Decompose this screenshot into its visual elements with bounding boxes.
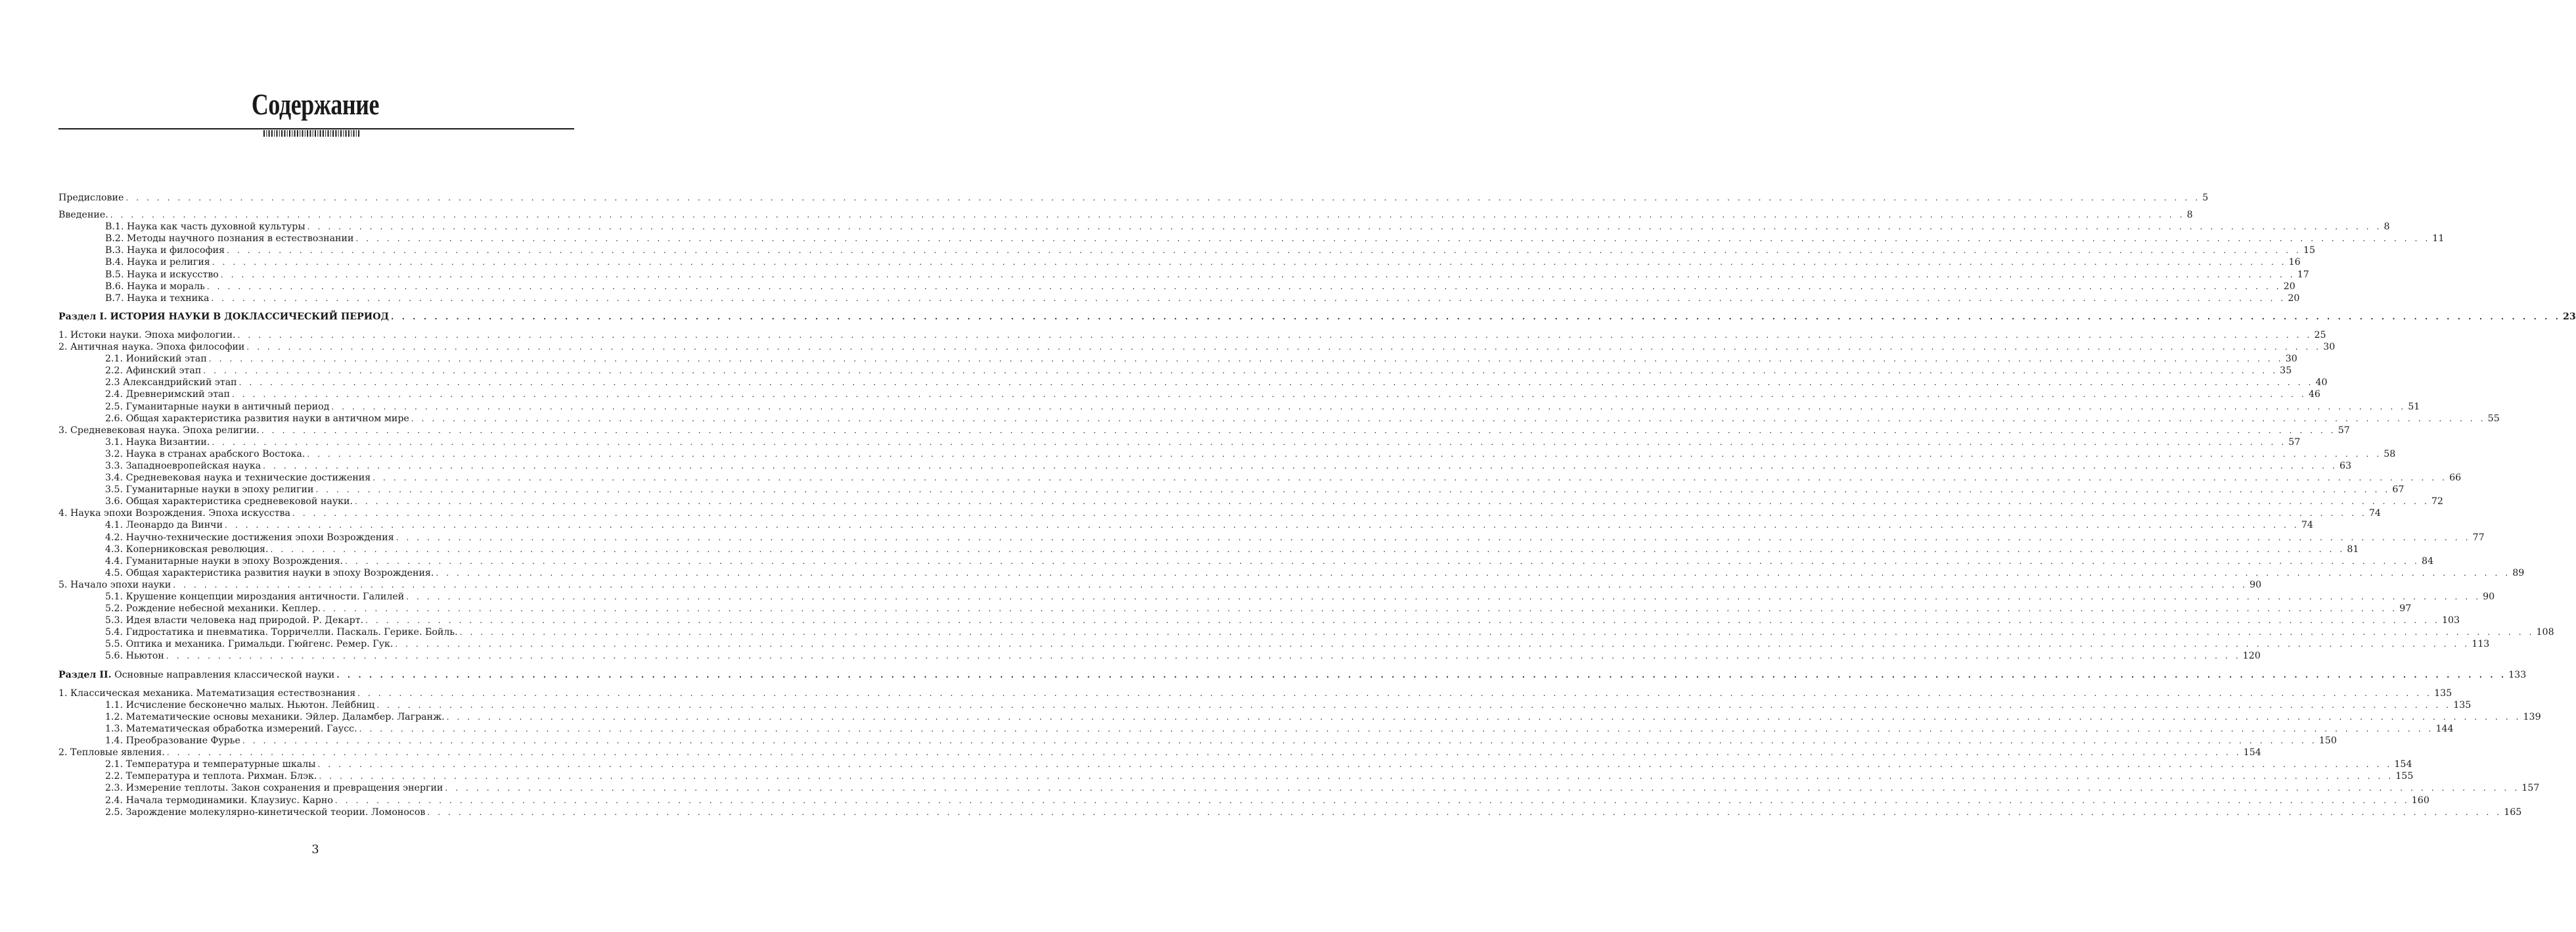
toc-entry-page: 90 xyxy=(2249,579,2262,590)
dot-leader: . . . . . . . . . . . . . . . . . . . . . . . . . . . . . . . . . . . . . . . . . . . . . . . . . . . . . . . . . . . . . . . . . . . . . . . . . . . . . . . . . . . . . . . . . . . . . . . . . . . . . . . . . . . . . . . . . . . . . . . . . . . . . . . . . . . . . . . . . . . . . . . . . . . . . . . . . . . . . . . . . . . . . . . . . . . . . . . . . . . . . . . . . . . . . . . . . . . . . . . . xyxy=(319,772,2394,781)
toc-subentry[interactable] xyxy=(58,436,2301,448)
toc-entry-page: 84 xyxy=(2421,555,2433,567)
toc-entry-label: 2.4. Древнеримский этап xyxy=(105,389,230,400)
toc-entry-page: 20 xyxy=(2288,292,2300,304)
toc-entry-label: 5.3. Идея власти человека над природой. Р. Декарт. xyxy=(105,615,364,626)
toc-entry-label: 2.3 Александрийский этап xyxy=(105,377,237,388)
toc-entry-page: 144 xyxy=(2435,723,2454,734)
dot-leader: . . . . . . . . . . . . . . . . . . . . . . . . . . . . . . . . . . . . . . . . . . . . . . . . . . . . . . . . . . . . . . . . . . . . . . . . . . . . . . . . . . . . . . . . . . . . . . . . . . . . . . . . . . . . . . . . . . . . . . . . . . . . . . . . . . . . . . . . . . . . . . . . . . . . . . . . . . . . . . . . . . . . . . . . . . . . . . . . . . . . . . . . . . . . . . . . . . . . . . . . xyxy=(334,795,2410,805)
toc-entry-page: 160 xyxy=(2411,795,2429,806)
toc-entry-page: 55 xyxy=(2487,413,2500,424)
toc-entry-label: 1.1. Исчисление бесконечно малых. Ньютон. Лейбниц xyxy=(105,699,375,711)
toc-entry-page: 89 xyxy=(2512,567,2525,578)
toc-entry-page: 16 xyxy=(2288,257,2301,268)
toc-entry-label: 3.5. Гуманитарные науки в эпоху религии xyxy=(105,484,314,496)
toc-entry-label: 3.6. Общая характеристика средневековой науки. xyxy=(105,496,353,507)
toc-section-entry[interactable] xyxy=(58,669,2527,681)
toc-entry-label: 3.4. Средневековая наука и технические достижения xyxy=(105,473,371,484)
toc-entry-page: 108 xyxy=(2536,627,2554,638)
dot-leader: . . . . . . . . . . . . . . . . . . . . . . . . . . . . . . . . . . . . . . . . . . . . . . . . . . . . . . . . . . . . . . . . . . . . . . . . . . . . . . . . . . . . . . . . . . . . . . . . . . . . . . . . . . . . . . . . . . . . . . . . . . . . . . . . . . . . . . . . . . . . . . . . . . . . . . . . . . . . . . . . . . . . . . . . . . . . . . . . . . . . . . . . . . . . . . . . . . . . . . . . xyxy=(373,473,2448,483)
dot-leader: . . . . . . . . . . . . . . . . . . . . . . . . . . . . . . . . . . . . . . . . . . . . . . . . . . . . . . . . . . . . . . . . . . . . . . . . . . . . . . . . . . . . . . . . . . . . . . . . . . . . . . . . . . . . . . . . . . . . . . . . . . . . . . . . . . . . . . . . . . . . . . . . . . . . . . . . . . . . . . . . . . . . . . . . . . . . . . . . . . . . . . . . . . . . . . . . . . . . . . . . xyxy=(208,354,2284,364)
toc-entry-page: 72 xyxy=(2431,496,2443,507)
toc-entry-page: 74 xyxy=(2368,508,2381,519)
toc-subentry[interactable] xyxy=(58,484,2405,496)
toc-subentry[interactable] xyxy=(58,245,2316,256)
toc-entry-label: 3. Средневековая наука. Эпоха религии. xyxy=(58,425,260,436)
toc-entry-label: 2.2. Температура и теплота. Рихман. Блэк. xyxy=(105,771,317,782)
toc-entry-label: Предисловие xyxy=(58,193,124,203)
toc-entry-label: 1. Истоки науки. Эпоха мифологии. xyxy=(58,329,236,340)
toc-subentry[interactable] xyxy=(58,591,2495,603)
toc-entry-label: 2.4. Начала термодинамики. Клаузиус. Карно xyxy=(105,795,333,806)
dot-leader: . . . . . . . . . . . . . . . . . . . . . . . . . . . . . . . . . . . . . . . . . . . . . . . . . . . . . . . . . . . . . . . . . . . . . . . . . . . . . . . . . . . . . . . . . . . . . . . . . . . . . . . . . . . . . . . . . . . . . . . . . . . . . . . . . . . . . . . . . . . . . . . . . . . . . . . . . . . . . . . . . . . . . . . . . . . . . . . . . . . . . . . . . . . . . . . . . . . . . . . . xyxy=(270,544,2345,554)
dot-leader: . . . . . . . . . . . . . . . . . . . . . . . . . . . . . . . . . . . . . . . . . . . . . . . . . . . . . . . . . . . . . . . . . . . . . . . . . . . . . . . . . . . . . . . . . . . . . . . . . . . . . . . . . . . . . . . . . . . . . . . . . . . . . . . . . . . . . . . . . . . . . . . . . . . . . . . . . . . . . . . . . . . . . . . . . . . . . . . . . . . . . . . . . . . . . . . . . . . . . . . . xyxy=(242,736,2317,746)
decorative-tick-ornament xyxy=(263,130,369,137)
toc-entry-label: 5. Начало эпохи науки xyxy=(58,579,171,590)
toc-entry-page: 8 xyxy=(2384,221,2390,233)
toc-entry-label: 1.4. Преобразование Фурье xyxy=(105,735,240,747)
toc-entry-page: 51 xyxy=(2408,401,2420,412)
dot-leader: . . . . . . . . . . . . . . . . . . . . . . . . . . . . . . . . . . . . . . . . . . . . . . . . . . . . . . . . . . . . . . . . . . . . . . . . . . . . . . . . . . . . . . . . . . . . . . . . . . . . . . . . . . . . . . . . . . . . . . . . . . . . . . . . . . . . . . . . . . . . . . . . . . . . . . . . . . . . . . . . . . . . . . . . . . . . . . . . . . . . . . . . . . . . . . . . . . . . . . . . xyxy=(231,390,2307,400)
dot-leader: . . . . . . . . . . . . . . . . . . . . . . . . . . . . . . . . . . . . . . . . . . . . . . . . . . . . . . . . . . . . . . . . . . . . . . . . . . . . . . . . . . . . . . . . . . . . . . . . . . . . . . . . . . . . . . . . . . . . . . . . . . . . . . . . . . . . . . . . . . . . . . . . . . . . . . . . . . . . . . . . . . . . . . . . . . . . . . . . . . . . . . . . . . . . . . . . . . . . . . . . xyxy=(345,556,2420,566)
dot-leader: . . . . . . . . . . . . . . . . . . . . . . . . . . . . . . . . . . . . . . . . . . . . . . . . . . . . . . . . . . . . . . . . . . . . . . . . . . . . . . . . . . . . . . . . . . . . . . . . . . . . . . . . . . . . . . . . . . . . . . . . . . . . . . . . . . . . . . . . . . . . . . . . . . . . . . . . . . . . . . . . . . . . . . . . . . . . . . . . . . . . . . . . . . . . . . . . . . . . . . . . xyxy=(395,532,2471,542)
dot-leader: . . . . . . . . . . . . . . . . . . . . . . . . . . . . . . . . . . . . . . . . . . . . . . . . . . . . . . . . . . . . . . . . . . . . . . . . . . . . . . . . . . . . . . . . . . . . . . . . . . . . . . . . . . . . . . . . . . . . . . . . . . . . . . . . . . . . . . . . . . . . . . . . . . . . . . . . . . . . . . . . . . . . . . . . . . . . . . . . . . . . . . . . . . . . . . . . . . . . . . . . xyxy=(206,281,2282,291)
page-number: 3 xyxy=(311,843,319,856)
dot-leader: . . . . . . . . . . . . . . . . . . . . . . . . . . . . . . . . . . . . . . . . . . . . . . . . . . . . . . . . . . . . . . . . . . . . . . . . . . . . . . . . . . . . . . . . . . . . . . . . . . . . . . . . . . . . . . . . . . . . . . . . . . . . . . . . . . . . . . . . . . . . . . . . . . . . . . . . . . . . . . . . . . . . . . . . . . . . . . . . . . . . . . . . . . . . . . . . . . . . . . . . xyxy=(436,568,2511,578)
toc-entry-page: 20 xyxy=(2283,281,2295,292)
dot-leader: . . . . . . . . . . . . . . . . . . . . . . . . . . . . . . . . . . . . . . . . . . . . . . . . . . . . . . . . . . . . . . . . . . . . . . . . . . . . . . . . . . . . . . . . . . . . . . . . . . . . . . . . . . . . . . . . . . . . . . . . . . . . . . . . . . . . . . . . . . . . . . . . . . . . . . . . . . . . . . . . . . . . . . . . . . . . . . . . . . . . . . . . . . . . . . . . . . . . . . . . xyxy=(459,628,2535,638)
toc-subentry[interactable] xyxy=(58,758,2412,770)
dot-leader: . . . . . . . . . . . . . . . . . . . . . . . . . . . . . . . . . . . . . . . . . . . . . . . . . . . . . . . . . . . . . . . . . . . . . . . . . . . . . . . . . . . . . . . . . . . . . . . . . . . . . . . . . . . . . . . . . . . . . . . . . . . . . . . . . . . . . . . . . . . . . . . . . . . . . . . . . . . . . . . . . . . . . . . . . . . . . . . . . . . . . . . . . . . . . . . . . . . . . . . . xyxy=(225,521,2299,530)
toc-entry-label: 4.4. Гуманитарные науки в эпоху Возрождения. xyxy=(105,555,344,567)
toc-entry-label: 2.5. Гуманитарные науки в античный период xyxy=(105,401,330,412)
toc-entry-page: 35 xyxy=(2280,365,2292,377)
dot-leader: . . . . . . . . . . . . . . . . . . . . . . . . . . . . . . . . . . . . . . . . . . . . . . . . . . . . . . . . . . . . . . . . . . . . . . . . . . . . . . . . . . . . . . . . . . . . . . . . . . . . . . . . . . . . . . . . . . . . . . . . . . . . . . . . . . . . . . . . . . . . . . . . . . . . . . . . . . . . . . . . . . . . . . . . . . . . . . . . . . . . . . . . . . . . . . . . . . . . . . . . xyxy=(355,234,2431,244)
toc-entry-page: 133 xyxy=(2508,669,2527,680)
toc-entry-page: 90 xyxy=(2483,592,2495,602)
toc-entry-page: 135 xyxy=(2453,699,2472,711)
toc-subentry[interactable] xyxy=(58,365,2292,377)
toc-entry-label: 5.4. Гидростатика и пневматика. Торричелли. Паскаль. Герике. Бойль. xyxy=(105,627,458,638)
toc-section-entry[interactable] xyxy=(58,311,2576,323)
toc-entry-label: 2.1. Ионийский этап xyxy=(105,354,207,365)
toc-entry-page: 11 xyxy=(2432,233,2445,245)
dot-leader: . . . . . . . . . . . . . . . . . . . . . . . . . . . . . . . . . . . . . . . . . . . . . . . . . . . . . . . . . . . . . . . . . . . . . . . . . . . . . . . . . . . . . . . . . . . . . . . . . . . . . . . . . . . . . . . . . . . . . . . . . . . . . . . . . . . . . . . . . . . . . . . . . . . . . . . . . . . . . . . . . . . . . . . . . . . . . . . . . . . . . . . . . . . . . . . . . . . . . . . . xyxy=(406,592,2481,601)
toc-entry-label: В.4. Наука и религия xyxy=(105,257,210,268)
toc-entry-page: 23 xyxy=(2562,311,2576,322)
toc-entry-label: 5.6. Ньютон xyxy=(105,651,164,662)
toc-entry-page: 67 xyxy=(2392,484,2405,496)
toc-entry-label: 4.3. Коперниковская революция. xyxy=(105,544,269,555)
toc-subentry[interactable] xyxy=(58,353,2297,365)
toc-entry-label: 5.5. Оптика и механика. Гримальди. Гюйгенс. Ремер. Гук. xyxy=(105,639,394,650)
toc-subentry[interactable] xyxy=(58,401,2420,413)
toc-entry-page: 25 xyxy=(2314,329,2326,340)
toc-entry-page: 81 xyxy=(2347,544,2359,555)
toc-entry-page: 57 xyxy=(2288,436,2301,448)
dot-leader: . . . . . . . . . . . . . . . . . . . . . . . . . . . . . . . . . . . . . . . . . . . . . . . . . . . . . . . . . . . . . . . . . . . . . . . . . . . . . . . . . . . . . . . . . . . . . . . . . . . . . . . . . . . . . . . . . . . . . . . . . . . . . . . . . . . . . . . . . . . . . . . . . . . . . . . . . . . . . . . . . . . . . . . . . . . . . . . . . . . . . . . . . . . . . . . . . . . . . . . . xyxy=(173,580,2248,590)
toc-entry-page: 150 xyxy=(2318,735,2337,747)
toc-subentry[interactable] xyxy=(58,626,2554,638)
dot-leader: . . . . . . . . . . . . . . . . . . . . . . . . . . . . . . . . . . . . . . . . . . . . . . . . . . . . . . . . . . . . . . . . . . . . . . . . . . . . . . . . . . . . . . . . . . . . . . . . . . . . . . . . . . . . . . . . . . . . . . . . . . . . . . . . . . . . . . . . . . . . . . . . . . . . . . . . . . . . . . . . . . . . . . . . . . . . . . . . . . . . . . . . . . . . . . . . . . . . . . . . xyxy=(359,724,2434,734)
dot-leader: . . . . . . . . . . . . . . . . . . . . . . . . . . . . . . . . . . . . . . . . . . . . . . . . . . . . . . . . . . . . . . . . . . . . . . . . . . . . . . . . . . . . . . . . . . . . . . . . . . . . . . . . . . . . . . . . . . . . . . . . . . . . . . . . . . . . . . . . . . . . . . . . . . . . . . . . . . . . . . . . . . . . . . . . . . . . . . . . . . . . . . . . . . . . . . . . . . . . . . . . xyxy=(166,651,2241,661)
toc-entry-page: 40 xyxy=(2315,377,2328,388)
toc-entry-page: 155 xyxy=(2395,771,2414,782)
toc-subentry[interactable] xyxy=(58,448,2396,460)
toc-entry-label: 2.2. Афинский этап xyxy=(105,365,202,377)
toc-entry-label: Введение. xyxy=(58,210,108,221)
dot-leader: . . . . . . . . . . . . . . . . . . . . . . . . . . . . . . . . . . . . . . . . . . . . . . . . . . . . . . . . . . . . . . . . . . . . . . . . . . . . . . . . . . . . . . . . . . . . . . . . . . . . . . . . . . . . . . . . . . . . . . . . . . . . . . . . . . . . . . . . . . . . . . . . . . . . . . . . . . . . . . . . . . . . . . . . . . . . . . . . . . . . . . . . . . . . . . . . . . . . . . . . xyxy=(125,193,2201,202)
dot-leader: . . . . . . . . . . . . . . . . . . . . . . . . . . . . . . . . . . . . . . . . . . . . . . . . . . . . . . . . . . . . . . . . . . . . . . . . . . . . . . . . . . . . . . . . . . . . . . . . . . . . . . . . . . . . . . . . . . . . . . . . . . . . . . . . . . . . . . . . . . . . . . . . . . . . . . . . . . . . . . . . . . . . . . . . . . . . . . . . . . . . . . . . . . . . . . . . . . . . . . . . xyxy=(323,604,2398,614)
toc-entry-label: 3.2. Наука в странах арабского Востока. xyxy=(105,448,305,459)
section-title: Основные направления классической науки xyxy=(114,669,335,680)
toc-entry-page: 5 xyxy=(2202,193,2209,203)
toc-spacer xyxy=(58,323,573,329)
toc-entry-page: 15 xyxy=(2303,245,2316,256)
toc-subentry[interactable] xyxy=(58,567,2525,579)
toc-entry-label: 2.5. Зарождение молекулярно-кинетической теории. Ломоносов xyxy=(105,806,426,818)
toc-entry-label: 3.1. Наука Византии. xyxy=(105,436,210,448)
toc-subentry[interactable] xyxy=(58,650,2261,662)
toc-entry-label: 4.2. Научно-технические достижения эпохи Возрождения xyxy=(105,532,394,543)
dot-leader: . . . . . . . . . . . . . . . . . . . . . . . . . . . . . . . . . . . . . . . . . . . . . . . . . . . . . . . . . . . . . . . . . . . . . . . . . . . . . . . . . . . . . . . . . . . . . . . . . . . . . . . . . . . . . . . . . . . . . . . . . . . . . . . . . . . . . . . . . . . . . . . . . . . . . . . . . . . . . . . . . . . . . . . . . . . . . . . . . . . . . . . . . . . . . . . . . . . . . . . . xyxy=(220,269,2295,279)
toc-entry-page: 103 xyxy=(2441,615,2460,626)
dot-leader: . . . . . . . . . . . . . . . . . . . . . . . . . . . . . . . . . . . . . . . . . . . . . . . . . . . . . . . . . . . . . . . . . . . . . . . . . . . . . . . . . . . . . . . . . . . . . . . . . . . . . . . . . . . . . . . . . . . . . . . . . . . . . . . . . . . . . . . . . . . . . . . . . . . . . . . . . . . . . . . . . . . . . . . . . . . . . . . . . . . . . . . . . . . . . . . . . . . . . . . . xyxy=(391,312,2561,321)
dot-leader: . . . . . . . . . . . . . . . . . . . . . . . . . . . . . . . . . . . . . . . . . . . . . . . . . . . . . . . . . . . . . . . . . . . . . . . . . . . . . . . . . . . . . . . . . . . . . . . . . . . . . . . . . . . . . . . . . . . . . . . . . . . . . . . . . . . . . . . . . . . . . . . . . . . . . . . . . . . . . . . . . . . . . . . . . . . . . . . . . . . . . . . . . . . . . . . . . . . . . . . . xyxy=(446,712,2521,722)
toc-subentry[interactable] xyxy=(58,269,2309,281)
dot-leader: . . . . . . . . . . . . . . . . . . . . . . . . . . . . . . . . . . . . . . . . . . . . . . . . . . . . . . . . . . . . . . . . . . . . . . . . . . . . . . . . . . . . . . . . . . . . . . . . . . . . . . . . . . . . . . . . . . . . . . . . . . . . . . . . . . . . . . . . . . . . . . . . . . . . . . . . . . . . . . . . . . . . . . . . . . . . . . . . . . . . . . . . . . . . . . . . . . . . . . . . xyxy=(212,437,2287,447)
toc-subentry[interactable] xyxy=(58,233,2445,245)
dot-leader: . . . . . . . . . . . . . . . . . . . . . . . . . . . . . . . . . . . . . . . . . . . . . . . . . . . . . . . . . . . . . . . . . . . . . . . . . . . . . . . . . . . . . . . . . . . . . . . . . . . . . . . . . . . . . . . . . . . . . . . . . . . . . . . . . . . . . . . . . . . . . . . . . . . . . . . . . . . . . . . . . . . . . . . . . . . . . . . . . . . . . . . . . . . . . . . . . . . . . . . . xyxy=(292,509,2367,519)
dot-leader: . . . . . . . . . . . . . . . . . . . . . . . . . . . . . . . . . . . . . . . . . . . . . . . . . . . . . . . . . . . . . . . . . . . . . . . . . . . . . . . . . . . . . . . . . . . . . . . . . . . . . . . . . . . . . . . . . . . . . . . . . . . . . . . . . . . . . . . . . . . . . . . . . . . . . . . . . . . . . . . . . . . . . . . . . . . . . . . . . . . . . . . . . . . . . . . . . . . . . . . . xyxy=(357,688,2433,698)
dot-leader: . . . . . . . . . . . . . . . . . . . . . . . . . . . . . . . . . . . . . . . . . . . . . . . . . . . . . . . . . . . . . . . . . . . . . . . . . . . . . . . . . . . . . . . . . . . . . . . . . . . . . . . . . . . . . . . . . . . . . . . . . . . . . . . . . . . . . . . . . . . . . . . . . . . . . . . . . . . . . . . . . . . . . . . . . . . . . . . . . . . . . . . . . . . . . . . . . . . . . . . . xyxy=(261,425,2336,435)
toc-spacer xyxy=(58,304,573,311)
toc-entry-label: 2. Тепловые явления. xyxy=(58,747,165,758)
toc-subentry[interactable] xyxy=(58,723,2454,735)
toc-entry[interactable] xyxy=(58,329,2326,341)
toc-entry-page: 154 xyxy=(2243,747,2261,758)
toc-subentry[interactable] xyxy=(58,699,2472,711)
dot-leader: . . . . . . . . . . . . . . . . . . . . . . . . . . . . . . . . . . . . . . . . . . . . . . . . . . . . . . . . . . . . . . . . . . . . . . . . . . . . . . . . . . . . . . . . . . . . . . . . . . . . . . . . . . . . . . . . . . . . . . . . . . . . . . . . . . . . . . . . . . . . . . . . . . . . . . . . . . . . . . . . . . . . . . . . . . . . . . . . . . . . . . . . . . . . . . . . . . . . . . . . xyxy=(411,413,2486,423)
toc-subentry[interactable] xyxy=(58,388,2320,400)
toc-spacer xyxy=(58,681,573,687)
toc-entry-label: В.6. Наука и мораль xyxy=(105,281,205,292)
toc-entry-page: 30 xyxy=(2323,342,2336,353)
toc-subentry[interactable] xyxy=(58,782,2540,794)
toc-entry-page: 77 xyxy=(2472,532,2485,543)
toc-entry-label: 1. Классическая механика. Математизация естествознания xyxy=(58,687,356,699)
toc-entry-label: В.5. Наука и искусство xyxy=(105,269,219,280)
toc-subentry[interactable] xyxy=(58,806,2522,818)
toc-entry-page: 97 xyxy=(2399,603,2412,615)
toc-entry-label: В.2. Методы научного познания в естествознании xyxy=(105,233,354,245)
toc-entry-label: В.7. Наука и техника xyxy=(105,292,210,304)
dot-leader: . . . . . . . . . . . . . . . . . . . . . . . . . . . . . . . . . . . . . . . . . . . . . . . . . . . . . . . . . . . . . . . . . . . . . . . . . . . . . . . . . . . . . . . . . . . . . . . . . . . . . . . . . . . . . . . . . . . . . . . . . . . . . . . . . . . . . . . . . . . . . . . . . . . . . . . . . . . . . . . . . . . . . . . . . . . . . . . . . . . . . . . . . . . . . . . . . . . . . . . . xyxy=(203,366,2278,376)
dot-leader: . . . . . . . . . . . . . . . . . . . . . . . . . . . . . . . . . . . . . . . . . . . . . . . . . . . . . . . . . . . . . . . . . . . . . . . . . . . . . . . . . . . . . . . . . . . . . . . . . . . . . . . . . . . . . . . . . . . . . . . . . . . . . . . . . . . . . . . . . . . . . . . . . . . . . . . . . . . . . . . . . . . . . . . . . . . . . . . . . . . . . . . . . . . . . . . . . . . . . . . . xyxy=(237,330,2313,340)
toc-subentry[interactable] xyxy=(58,281,2295,292)
toc-subentry[interactable] xyxy=(58,460,2352,472)
section-prefix: Раздел II. xyxy=(58,669,112,680)
toc-entry-page: 46 xyxy=(2308,389,2320,400)
dot-leader: . . . . . . . . . . . . . . . . . . . . . . . . . . . . . . . . . . . . . . . . . . . . . . . . . . . . . . . . . . . . . . . . . . . . . . . . . . . . . . . . . . . . . . . . . . . . . . . . . . . . . . . . . . . . . . . . . . . . . . . . . . . . . . . . . . . . . . . . . . . . . . . . . . . . . . . . . . . . . . . . . . . . . . . . . . . . . . . . . . . . . . . . . . . . . . . . . . . . . . . . xyxy=(227,246,2301,256)
table-of-contents xyxy=(58,192,2576,818)
toc-entry-label: 1.3. Математическая обработка измерений. Гаусс. xyxy=(105,723,357,734)
toc-subentry[interactable] xyxy=(58,377,2328,388)
toc-entry-page: 30 xyxy=(2285,354,2297,365)
dot-leader: . . . . . . . . . . . . . . . . . . . . . . . . . . . . . . . . . . . . . . . . . . . . . . . . . . . . . . . . . . . . . . . . . . . . . . . . . . . . . . . . . . . . . . . . . . . . . . . . . . . . . . . . . . . . . . . . . . . . . . . . . . . . . . . . . . . . . . . . . . . . . . . . . . . . . . . . . . . . . . . . . . . . . . . . . . . . . . . . . . . . . . . . . . . . . . . . . . . . . . . . xyxy=(307,449,2382,459)
dot-leader: . . . . . . . . . . . . . . . . . . . . . . . . . . . . . . . . . . . . . . . . . . . . . . . . . . . . . . . . . . . . . . . . . . . . . . . . . . . . . . . . . . . . . . . . . . . . . . . . . . . . . . . . . . . . . . . . . . . . . . . . . . . . . . . . . . . . . . . . . . . . . . . . . . . . . . . . . . . . . . . . . . . . . . . . . . . . . . . . . . . . . . . . . . . . . . . . . . . . . . . . xyxy=(317,760,2393,770)
toc-entry-label: 4. Наука эпохи Возрождения. Эпоха искусства xyxy=(58,508,290,519)
toc-subentry[interactable] xyxy=(58,544,2359,555)
toc-entry[interactable] xyxy=(58,579,2262,591)
title-rule xyxy=(58,128,574,129)
toc-spacer xyxy=(58,204,573,209)
toc-entry-label: 2. Античная наука. Эпоха философии xyxy=(58,342,245,353)
toc-subentry[interactable] xyxy=(58,603,2412,615)
dot-leader: . . . . . . . . . . . . . . . . . . . . . . . . . . . . . . . . . . . . . . . . . . . . . . . . . . . . . . . . . . . . . . . . . . . . . . . . . . . . . . . . . . . . . . . . . . . . . . . . . . . . . . . . . . . . . . . . . . . . . . . . . . . . . . . . . . . . . . . . . . . . . . . . . . . . . . . . . . . . . . . . . . . . . . . . . . . . . . . . . . . . . . . . . . . . . . . . . . . . . . . . xyxy=(110,210,2185,220)
toc-entry[interactable] xyxy=(58,507,2381,519)
toc-subentry[interactable] xyxy=(58,711,2541,723)
toc-subentry[interactable] xyxy=(58,770,2414,782)
toc-spacer xyxy=(58,663,573,669)
toc-entry-page: 157 xyxy=(2521,783,2540,794)
toc-entry-label: 2.6. Общая характеристика развития науки в античном мире xyxy=(105,413,409,424)
toc-entry-page: 63 xyxy=(2339,460,2352,471)
toc-subentry[interactable] xyxy=(58,795,2429,806)
section-title: ИСТОРИЯ НАУКИ В ДОКЛАССИЧЕСКИЙ ПЕРИОД xyxy=(110,311,390,322)
dot-leader: . . . . . . . . . . . . . . . . . . . . . . . . . . . . . . . . . . . . . . . . . . . . . . . . . . . . . . . . . . . . . . . . . . . . . . . . . . . . . . . . . . . . . . . . . . . . . . . . . . . . . . . . . . . . . . . . . . . . . . . . . . . . . . . . . . . . . . . . . . . . . . . . . . . . . . . . . . . . . . . . . . . . . . . . . . . . . . . . . . . . . . . . . . . . . . . . . . . . . . . . xyxy=(238,378,2314,388)
toc-entry-page: 139 xyxy=(2523,711,2541,722)
toc-entry-label xyxy=(58,669,334,681)
toc-entry-page: 165 xyxy=(2504,806,2522,818)
toc-subentry[interactable] xyxy=(58,413,2500,425)
dot-leader: . . . . . . . . . . . . . . . . . . . . . . . . . . . . . . . . . . . . . . . . . . . . . . . . . . . . . . . . . . . . . . . . . . . . . . . . . . . . . . . . . . . . . . . . . . . . . . . . . . . . . . . . . . . . . . . . . . . . . . . . . . . . . . . . . . . . . . . . . . . . . . . . . . . . . . . . . . . . . . . . . . . . . . . . . . . . . . . . . . . . . . . . . . . . . . . . . . . . . . . . xyxy=(212,258,2287,268)
toc-entry-label: 2.3. Измерение теплоты. Закон сохранения и превращения энергии xyxy=(105,783,443,794)
toc-entry-page: 154 xyxy=(2394,759,2412,770)
page-title: Содержание xyxy=(251,87,380,121)
dot-leader: . . . . . . . . . . . . . . . . . . . . . . . . . . . . . . . . . . . . . . . . . . . . . . . . . . . . . . . . . . . . . . . . . . . . . . . . . . . . . . . . . . . . . . . . . . . . . . . . . . . . . . . . . . . . . . . . . . . . . . . . . . . . . . . . . . . . . . . . . . . . . . . . . . . . . . . . . . . . . . . . . . . . . . . . . . . . . . . . . . . . . . . . . . . . . . . . . . . . . . . . xyxy=(445,783,2520,793)
toc-entry[interactable] xyxy=(58,192,2209,204)
toc-entry-page: 58 xyxy=(2384,448,2396,459)
toc-subentry[interactable] xyxy=(58,735,2337,747)
toc-entry-label xyxy=(58,311,389,323)
dot-leader: . . . . . . . . . . . . . . . . . . . . . . . . . . . . . . . . . . . . . . . . . . . . . . . . . . . . . . . . . . . . . . . . . . . . . . . . . . . . . . . . . . . . . . . . . . . . . . . . . . . . . . . . . . . . . . . . . . . . . . . . . . . . . . . . . . . . . . . . . . . . . . . . . . . . . . . . . . . . . . . . . . . . . . . . . . . . . . . . . . . . . . . . . . . . . . . . . . . . . . . . xyxy=(211,293,2286,303)
toc-entry-label: 4.5. Общая характеристика развития науки в эпоху Возрождения. xyxy=(105,567,434,578)
toc-entry-page: 74 xyxy=(2301,520,2313,531)
dot-leader: . . . . . . . . . . . . . . . . . . . . . . . . . . . . . . . . . . . . . . . . . . . . . . . . . . . . . . . . . . . . . . . . . . . . . . . . . . . . . . . . . . . . . . . . . . . . . . . . . . . . . . . . . . . . . . . . . . . . . . . . . . . . . . . . . . . . . . . . . . . . . . . . . . . . . . . . . . . . . . . . . . . . . . . . . . . . . . . . . . . . . . . . . . . . . . . . . . . . . . . . xyxy=(166,748,2242,758)
toc-entry-label: В.3. Наука и философия xyxy=(105,245,225,256)
toc-subentry[interactable] xyxy=(58,472,2462,484)
toc-entry-label: В.1. Наука как часть духовной культуры xyxy=(105,221,305,233)
dot-leader: . . . . . . . . . . . . . . . . . . . . . . . . . . . . . . . . . . . . . . . . . . . . . . . . . . . . . . . . . . . . . . . . . . . . . . . . . . . . . . . . . . . . . . . . . . . . . . . . . . . . . . . . . . . . . . . . . . . . . . . . . . . . . . . . . . . . . . . . . . . . . . . . . . . . . . . . . . . . . . . . . . . . . . . . . . . . . . . . . . . . . . . . . . . . . . . . . . . . . . . . xyxy=(246,342,2322,352)
toc-subentry[interactable] xyxy=(58,221,2390,233)
dot-leader: . . . . . . . . . . . . . . . . . . . . . . . . . . . . . . . . . . . . . . . . . . . . . . . . . . . . . . . . . . . . . . . . . . . . . . . . . . . . . . . . . . . . . . . . . . . . . . . . . . . . . . . . . . . . . . . . . . . . . . . . . . . . . . . . . . . . . . . . . . . . . . . . . . . . . . . . . . . . . . . . . . . . . . . . . . . . . . . . . . . . . . . . . . . . . . . . . . . . . . . . xyxy=(365,616,2440,626)
toc-entry[interactable] xyxy=(58,687,2452,699)
toc-subentry[interactable] xyxy=(58,519,2313,531)
toc-entry[interactable] xyxy=(58,425,2350,436)
toc-subentry[interactable] xyxy=(58,496,2443,507)
dot-leader: . . . . . . . . . . . . . . . . . . . . . . . . . . . . . . . . . . . . . . . . . . . . . . . . . . . . . . . . . . . . . . . . . . . . . . . . . . . . . . . . . . . . . . . . . . . . . . . . . . . . . . . . . . . . . . . . . . . . . . . . . . . . . . . . . . . . . . . . . . . . . . . . . . . . . . . . . . . . . . . . . . . . . . . . . . . . . . . . . . . . . . . . . . . . . . . . . . . . . . . . xyxy=(331,402,2407,411)
toc-entry[interactable] xyxy=(58,209,2193,221)
toc-entry-label: 5.2. Рождение небесной механики. Кеплер. xyxy=(105,603,321,615)
dot-leader: . . . . . . . . . . . . . . . . . . . . . . . . . . . . . . . . . . . . . . . . . . . . . . . . . . . . . . . . . . . . . . . . . . . . . . . . . . . . . . . . . . . . . . . . . . . . . . . . . . . . . . . . . . . . . . . . . . . . . . . . . . . . . . . . . . . . . . . . . . . . . . . . . . . . . . . . . . . . . . . . . . . . . . . . . . . . . . . . . . . . . . . . . . . . . . . . . . . . . . . . xyxy=(355,497,2429,507)
toc-entry-page: 66 xyxy=(2449,473,2462,484)
toc-entry-page: 113 xyxy=(2472,639,2490,650)
toc-subentry[interactable] xyxy=(58,555,2433,567)
dot-leader: . . . . . . . . . . . . . . . . . . . . . . . . . . . . . . . . . . . . . . . . . . . . . . . . . . . . . . . . . . . . . . . . . . . . . . . . . . . . . . . . . . . . . . . . . . . . . . . . . . . . . . . . . . . . . . . . . . . . . . . . . . . . . . . . . . . . . . . . . . . . . . . . . . . . . . . . . . . . . . . . . . . . . . . . . . . . . . . . . . . . . . . . . . . . . . . . . . . . . . . . xyxy=(307,222,2382,232)
toc-entry-page: 120 xyxy=(2242,651,2261,662)
toc-subentry[interactable] xyxy=(58,256,2301,268)
toc-entry-label: 3.3. Западноевропейская наука xyxy=(105,460,261,471)
toc-entry[interactable] xyxy=(58,747,2261,758)
dot-leader: . . . . . . . . . . . . . . . . . . . . . . . . . . . . . . . . . . . . . . . . . . . . . . . . . . . . . . . . . . . . . . . . . . . . . . . . . . . . . . . . . . . . . . . . . . . . . . . . . . . . . . . . . . . . . . . . . . . . . . . . . . . . . . . . . . . . . . . . . . . . . . . . . . . . . . . . . . . . . . . . . . . . . . . . . . . . . . . . . . . . . . . . . . . . . . . . . . . . . . . . xyxy=(336,670,2507,680)
dot-leader: . . . . . . . . . . . . . . . . . . . . . . . . . . . . . . . . . . . . . . . . . . . . . . . . . . . . . . . . . . . . . . . . . . . . . . . . . . . . . . . . . . . . . . . . . . . . . . . . . . . . . . . . . . . . . . . . . . . . . . . . . . . . . . . . . . . . . . . . . . . . . . . . . . . . . . . . . . . . . . . . . . . . . . . . . . . . . . . . . . . . . . . . . . . . . . . . . . . . . . . . xyxy=(395,640,2470,649)
toc-entry-page: 57 xyxy=(2338,425,2350,436)
dot-leader: . . . . . . . . . . . . . . . . . . . . . . . . . . . . . . . . . . . . . . . . . . . . . . . . . . . . . . . . . . . . . . . . . . . . . . . . . . . . . . . . . . . . . . . . . . . . . . . . . . . . . . . . . . . . . . . . . . . . . . . . . . . . . . . . . . . . . . . . . . . . . . . . . . . . . . . . . . . . . . . . . . . . . . . . . . . . . . . . . . . . . . . . . . . . . . . . . . . . . . . . xyxy=(427,807,2502,817)
toc-entry-label: 1.2. Математические основы механики. Эйлер. Даламбер. Лагранж. xyxy=(105,711,445,722)
toc-subentry[interactable] xyxy=(58,638,2490,650)
toc-entry-page: 135 xyxy=(2434,687,2452,699)
toc-entry-page: 8 xyxy=(2186,210,2193,221)
dot-leader: . . . . . . . . . . . . . . . . . . . . . . . . . . . . . . . . . . . . . . . . . . . . . . . . . . . . . . . . . . . . . . . . . . . . . . . . . . . . . . . . . . . . . . . . . . . . . . . . . . . . . . . . . . . . . . . . . . . . . . . . . . . . . . . . . . . . . . . . . . . . . . . . . . . . . . . . . . . . . . . . . . . . . . . . . . . . . . . . . . . . . . . . . . . . . . . . . . . . . . . . xyxy=(263,461,2338,471)
dot-leader: . . . . . . . . . . . . . . . . . . . . . . . . . . . . . . . . . . . . . . . . . . . . . . . . . . . . . . . . . . . . . . . . . . . . . . . . . . . . . . . . . . . . . . . . . . . . . . . . . . . . . . . . . . . . . . . . . . . . . . . . . . . . . . . . . . . . . . . . . . . . . . . . . . . . . . . . . . . . . . . . . . . . . . . . . . . . . . . . . . . . . . . . . . . . . . . . . . . . . . . . xyxy=(376,700,2452,710)
toc-subentry[interactable] xyxy=(58,292,2300,304)
toc-entry-label: 4.1. Леонардо да Винчи xyxy=(105,520,223,531)
dot-leader: . . . . . . . . . . . . . . . . . . . . . . . . . . . . . . . . . . . . . . . . . . . . . . . . . . . . . . . . . . . . . . . . . . . . . . . . . . . . . . . . . . . . . . . . . . . . . . . . . . . . . . . . . . . . . . . . . . . . . . . . . . . . . . . . . . . . . . . . . . . . . . . . . . . . . . . . . . . . . . . . . . . . . . . . . . . . . . . . . . . . . . . . . . . . . . . . . . . . . . . . xyxy=(315,485,2391,495)
toc-entry-label: 2.1. Температура и температурные шкалы xyxy=(105,759,316,770)
toc-subentry[interactable] xyxy=(58,532,2485,544)
toc-entry-page: 17 xyxy=(2297,269,2309,280)
toc-subentry[interactable] xyxy=(58,615,2460,626)
section-prefix: Раздел I. xyxy=(58,311,107,322)
toc-entry-label: 5.1. Крушение концепции мироздания античности. Галилей xyxy=(105,592,405,602)
toc-entry[interactable] xyxy=(58,341,2336,353)
